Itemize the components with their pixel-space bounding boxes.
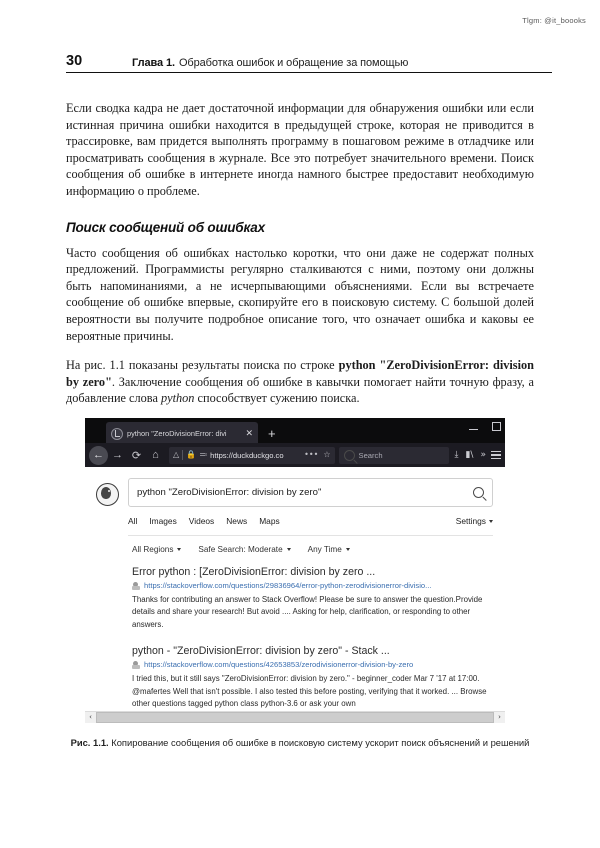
- browser-tab-title: python "ZeroDivisionError: divi: [127, 429, 227, 438]
- paragraph-3-code-bold: python "ZeroDivisionError: division by zero": [66, 358, 534, 389]
- result-url-row: [132, 581, 493, 590]
- filter-time-label: Any Time: [307, 545, 342, 554]
- page-actions-icon[interactable]: •••: [304, 450, 319, 459]
- paragraph-3-part-2: . Заключение сообщения об ошибке в кавычки помогает найти точную фразу, а добавление слова: [66, 374, 534, 406]
- ddg-vertical-tabs: [128, 516, 493, 526]
- ddg-settings-label: Settings: [455, 516, 486, 526]
- duckduckgo-logo-icon[interactable]: [96, 483, 119, 506]
- browser-tool-icons: [449, 451, 490, 460]
- result-url[interactable]: https://stackoverflow.com/questions/42653853/zerodivisionerror-division-by-zero: [144, 660, 414, 670]
- paragraph-2: Часто сообщения об ошибках настолько коротки, что они даже не содержат полных предложений. Программисты регулярно сталкиваются с ними, поэтому они должны быть напоминаниями, а не исчерпывающими объяснениями. Если вы встречаете сообщение об ошибке впервые, скопируйте его в поисковую систему. С большой долей вероятности вы получите подробное описание того, что означает ошибка и каковы ее вероятные причины.: [66, 245, 534, 343]
- address-bar-actions: [304, 451, 330, 459]
- ddg-search-input[interactable]: [128, 478, 493, 507]
- ddg-filter-row: [85, 536, 505, 554]
- page-watermark: Tlgm: @it_boooks: [522, 16, 586, 25]
- ddg-search-query: python "ZeroDivisionError: division by zero": [137, 487, 322, 498]
- lock-icon[interactable]: 🔒: [186, 450, 197, 459]
- filter-time[interactable]: [308, 545, 350, 554]
- search-result-item: [132, 566, 493, 631]
- paragraph-3-part-1: На рис. 1.1 показаны результаты поиска по строке: [66, 358, 339, 373]
- paragraph-1: Если сводка кадра не дает достаточной информации для обнаружения ошибки или если истинная причина ошибки находится в предыдущей строке, которая не приводится в трассировке, вам придется выполнять программу в пошаговом режиме в отладчике или просматривать сообщения в журнале. Все это потребует значительного времени. Поиск сообщения об ошибке в интернете иногда намного быстрее предоставит необходимую информацию о проблеме.: [66, 101, 534, 198]
- result-snippet: I tried this, but it still says "ZeroDivisionError: division by zero." - beginner_coder Mar 7 '17 at 17:00. @mafertes Well that isn't possible. I also tested this before posting, verifying that it worked. ... Browse other questions tagged python class python-3.6 or ask your own: [132, 674, 487, 709]
- library-icon[interactable]: ▮\: [465, 449, 474, 460]
- ddg-tab-images[interactable]: Images: [149, 516, 177, 526]
- scroll-right-icon[interactable]: ›: [498, 713, 501, 721]
- duckduckgo-favicon-icon: [111, 428, 123, 440]
- paragraph-3-part-3: способствует сужению поиска.: [194, 391, 360, 406]
- new-tab-icon[interactable]: +: [268, 426, 276, 441]
- ddg-search-submit-icon[interactable]: [473, 487, 484, 498]
- result-title-link[interactable]: Error python : [ZeroDivisionError: division by zero ...: [132, 566, 376, 578]
- figure-caption-label: Рис. 1.1.: [70, 737, 109, 748]
- address-bar[interactable]: [169, 447, 335, 464]
- page-content: [66, 100, 534, 420]
- running-head: [66, 47, 552, 73]
- site-favicon-icon: [132, 582, 140, 590]
- paragraph-3-italic: python: [160, 391, 195, 406]
- search-result-item: [132, 645, 493, 710]
- result-title-link[interactable]: python - "ZeroDivisionError: division by zero" - Stack ...: [132, 645, 390, 658]
- figure-caption: [66, 736, 534, 750]
- ddg-header: [85, 467, 505, 536]
- bookmark-star-icon[interactable]: ☆: [323, 450, 331, 459]
- chapter-label: Глава 1.: [132, 57, 175, 69]
- page-number: 30: [66, 53, 83, 69]
- chapter-title: Обработка ошибок и обращение за помощью: [178, 57, 409, 69]
- result-url[interactable]: https://stackoverflow.com/questions/29836964/error-python-zerodivisionerror-divisio...: [144, 581, 432, 590]
- ddg-search-area: [128, 478, 493, 536]
- reload-icon[interactable]: ⟳: [131, 449, 142, 462]
- chevron-down-icon: [177, 548, 181, 551]
- paragraph-3: [66, 357, 534, 407]
- browser-viewport: [85, 467, 505, 723]
- result-snippet: Thanks for contributing an answer to Stack Overflow! Please be sure to answer the question.Provide details and share your research! But avoid .... Asking for help, clarification, or responding to other answers.: [132, 595, 483, 629]
- result-url-row: [132, 660, 493, 669]
- ddg-tab-all[interactable]: All: [128, 516, 138, 526]
- shield-icon[interactable]: △: [173, 450, 180, 459]
- search-icon: [344, 450, 355, 461]
- url-divider: [182, 450, 183, 460]
- back-icon[interactable]: ←: [89, 446, 108, 465]
- minimize-icon[interactable]: [469, 423, 478, 432]
- close-icon[interactable]: ✕: [245, 428, 253, 438]
- browser-toolbar: [85, 443, 505, 467]
- chevron-down-icon: [346, 548, 350, 551]
- filter-safe-search-label: Safe Search: Moderate: [198, 545, 283, 554]
- scrollbar-thumb[interactable]: [96, 712, 494, 723]
- forward-icon[interactable]: →: [112, 449, 123, 461]
- browser-tab-strip: [85, 418, 505, 443]
- ddg-header-divider: [128, 535, 493, 536]
- ddg-tab-maps[interactable]: Maps: [259, 516, 280, 526]
- ddg-results-list: [85, 554, 505, 710]
- home-icon[interactable]: ⌂: [152, 449, 159, 461]
- section-heading: Поиск сообщений об ошибках: [66, 219, 265, 235]
- browser-search-bar[interactable]: [339, 447, 449, 464]
- window-controls: [469, 422, 501, 433]
- address-bar-url: https://duckduckgo.co: [210, 450, 284, 460]
- ddg-tab-videos[interactable]: Videos: [188, 516, 215, 526]
- ddg-tab-news[interactable]: News: [226, 516, 248, 526]
- filter-safe-search[interactable]: [198, 545, 290, 554]
- browser-tab[interactable]: [106, 422, 258, 443]
- figure-1-1: [85, 418, 505, 723]
- horizontal-scrollbar[interactable]: [85, 711, 505, 723]
- figure-caption-text: Копирование сообщения об ошибке в поисковую систему ускорит поиск объяснений и решений: [108, 737, 530, 748]
- filter-region[interactable]: [132, 545, 181, 554]
- site-favicon-icon: [132, 661, 140, 669]
- browser-window: [85, 418, 505, 723]
- tracking-protection-icon[interactable]: ≕: [199, 450, 208, 459]
- chevron-down-icon: [287, 548, 291, 551]
- maximize-icon[interactable]: [492, 422, 501, 433]
- chevron-down-icon: [489, 520, 493, 523]
- overflow-chevron-icon[interactable]: »: [480, 449, 486, 460]
- browser-search-placeholder: Search: [358, 450, 383, 460]
- filter-region-label: All Regions: [132, 545, 174, 554]
- menu-icon[interactable]: [491, 451, 501, 459]
- ddg-settings-menu[interactable]: [456, 516, 493, 526]
- scroll-left-icon[interactable]: ‹: [89, 713, 92, 721]
- downloads-icon[interactable]: ⤓: [454, 449, 459, 460]
